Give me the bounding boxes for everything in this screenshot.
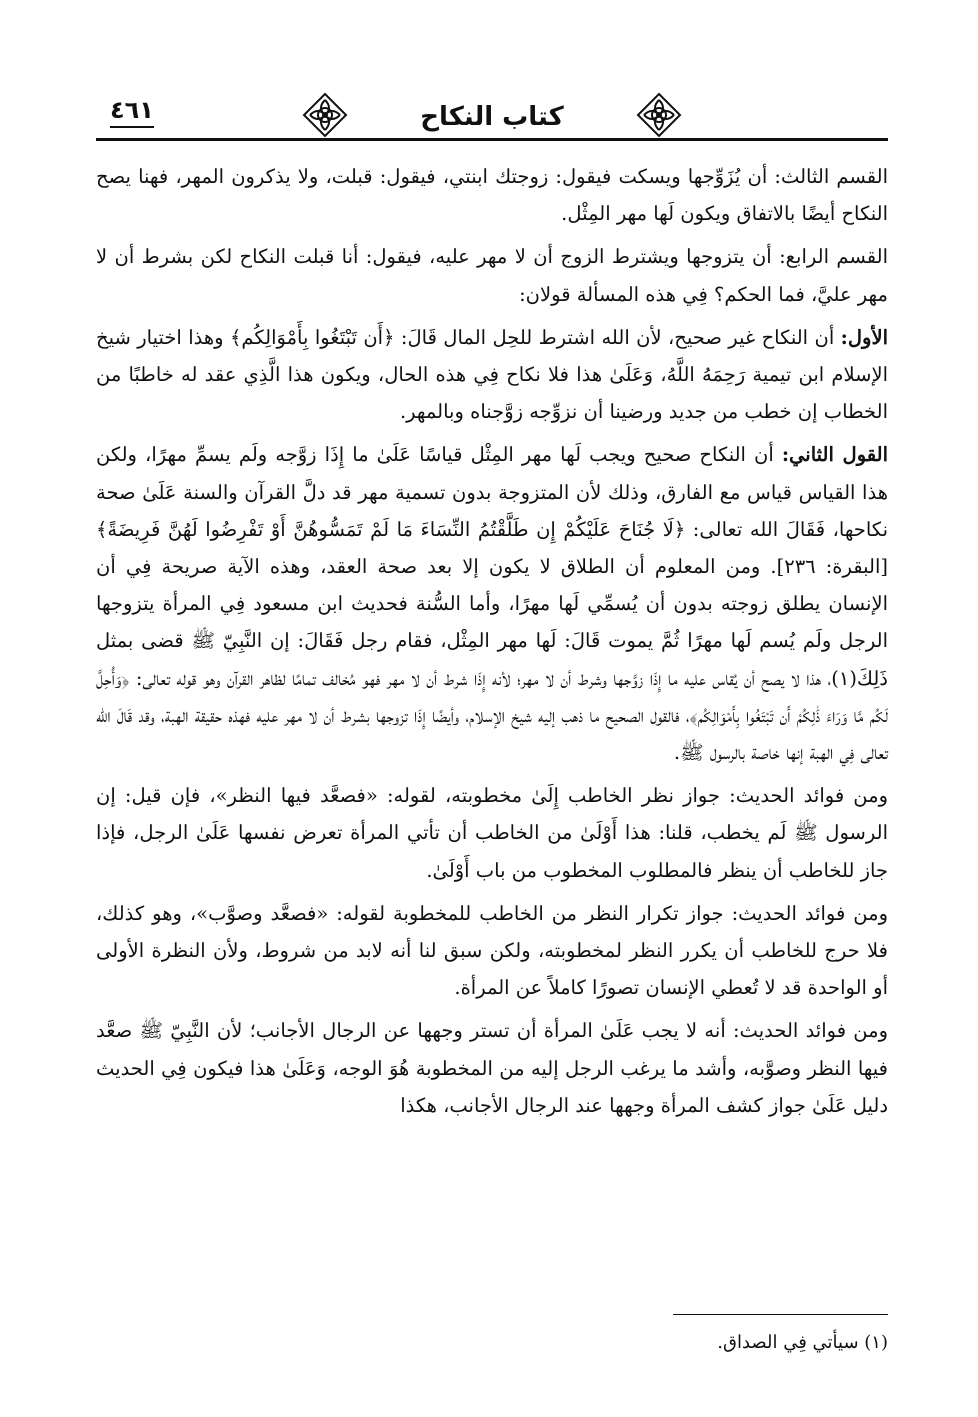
paragraph: ومن فوائد الحديث: أنه لا يجب عَلَىٰ المرأة أن تستر وجهها عن الرجال الأجانب؛ لأن النَّبِيّ ﷺ صعَّد فيها النظر وصوَّبه، وأشد ما يرغب الرجل إليه من المخطوبة هُوَ الوجه، وَعَلَىٰ هذا فيكون فِي الحديث دليل عَلَىٰ جواز كشف المرأة وجهها عند الرجال الأجانب، هكذا xyxy=(96,1019,888,1117)
page-number: ٤٦١ xyxy=(110,96,154,128)
footnote-divider xyxy=(673,1314,888,1315)
page xyxy=(96,88,888,1388)
paragraph-lead: الأول: xyxy=(840,325,888,349)
paragraph-lead: القول الثاني: xyxy=(781,443,888,467)
paragraph: القسم الثالث: أن يُزَوِّجها ويسكت فيقول: زوجتك ابنتي، فيقول: قبلت، ولا يذكرون المهر، فهنا يصح النكاح أيضًا بالاتفاق ويكون لَها مهر المِثْل. xyxy=(96,165,888,226)
paragraph: ومن فوائد الحديث: جواز تكرار النظر من الخاطب للمخطوبة لقوله: «فصعَّد وصوَّب»، وهو كذلك، فلا حرج للخاطب أن يكرر النظر لمخطوبته، ولكن سبق لنا أنه لابد من شروط، ولأن النظرة الأولى أو الواحدة قد لا تُعطي الإنسان تصورًا كاملاً عن المرأة. xyxy=(96,901,888,1000)
paragraph: القسم الرابع: أن يتزوجها ويشترط الزوج أن لا مهر عليه، فيقول: أنا قبلت النكاح لكن بشرط أن لا مهر عليَّ، فما الحكم؟ فِي هذه المسألة قولان: xyxy=(96,245,888,306)
paragraph: القول الثاني: أن النكاح صحيح ويجب لَها مهر المِثْل قياسًا عَلَىٰ ما إِذَا زوَّجه ولَم يسمِّ مهرًا، ولكن هذا القياس قياس مع الفارق، وذلك لأن المتزوجة بدون تسمية مهر قد دلَّ القرآن والسنة عَلَىٰ صحة نكاحها، فَقَالَ الله تعالى: ﴿لَا جُنَاحَ عَلَيْكُمْ إِن طَلَّقْتُمُ النِّسَاءَ مَا لَمْ تَمَسُّوهُنَّ أَوْ تَفْرِضُوا لَهُنَّ فَرِيضَةً﴾ [البقرة: ٢٣٦]. ومن المعلوم أن الطلاق لا يكون إلا بعد صحة العقد، وهذه الآية صريحة فِي أن الإنسان يطلق زوجته بدون أن يُسمِّي لَها مهرًا، وأما السُّنة فحديث ابن مسعود فِي المرأة يتزوجها الرجل ولَم يُسم لَها مهرًا ثُمَّ يموت قَالَ: لَها مهر المِثْل، فقام رجل فَقَالَ: إن النَّبِيّ ﷺ قضى بمثل ذَلِكَ(١)، هذا لا يصح أن يُقاس عليه ما إِذَا زوَّجها وشرط أن لا مهر؛ لأنه إِذَا شرط أن لا مهر فهو مُخالف تمامًا لظاهر القرآن وهو قوله تعالى: ﴿وَأُحِلَّ لَكُم مَّا وَرَاءَ ذَٰلِكُمْ أَن تَبْتَغُوا بِأَمْوَالِكُم﴾، فالقول الصحيح ما ذهب إليه شيخ الإسلام، وأيضًا إِذَا تزوجها بشرط أن لا مهر عليه فهذه حقيقة الهبة، وقد قَالَ الله تعالى فِي الهبة إنها خاصة بالرسول ﷺ. xyxy=(96,443,888,765)
page-header xyxy=(96,88,888,150)
main-text xyxy=(96,158,888,1130)
paragraph: الأول: أن النكاح غير صحيح، لأن الله اشترط للحِل المال قَالَ: ﴿أَن تَبْتَغُوا بِأَمْوَالِكُم﴾ وهذا اختيار شيخ الإسلام ابن تيمية رَحِمَهُ اللَّهُ، وَعَلَىٰ هذا فلا نكاح فِي هذه الحال، ويكون هذا الَّذِي عقد له خاطبًا من الخطاب إن خطب من جديد ورضينا أن نزوِّجه زوَّجناه وبالمهر. xyxy=(96,325,888,424)
paragraph: ومن فوائد الحديث: جواز نظر الخاطب إِلَىٰ مخطوبته، لقوله: «فصعَّد فيها النظر»، فإن قيل: إن الرسول ﷺ لَم يخطب، قلنا: هذا أَوْلَىٰ من الخاطب أن تأتي المرأة تعرض نفسها عَلَىٰ الرجل، فإذا جاز للخاطب أن ينظر فالمطلوب المخطوب من باب أَوْلَىٰ. xyxy=(96,784,888,882)
header-rule xyxy=(96,138,888,141)
footnote: (١) سيأتي فِي الصداق. xyxy=(717,1332,888,1353)
page-title: كتاب النكاح xyxy=(420,102,564,132)
